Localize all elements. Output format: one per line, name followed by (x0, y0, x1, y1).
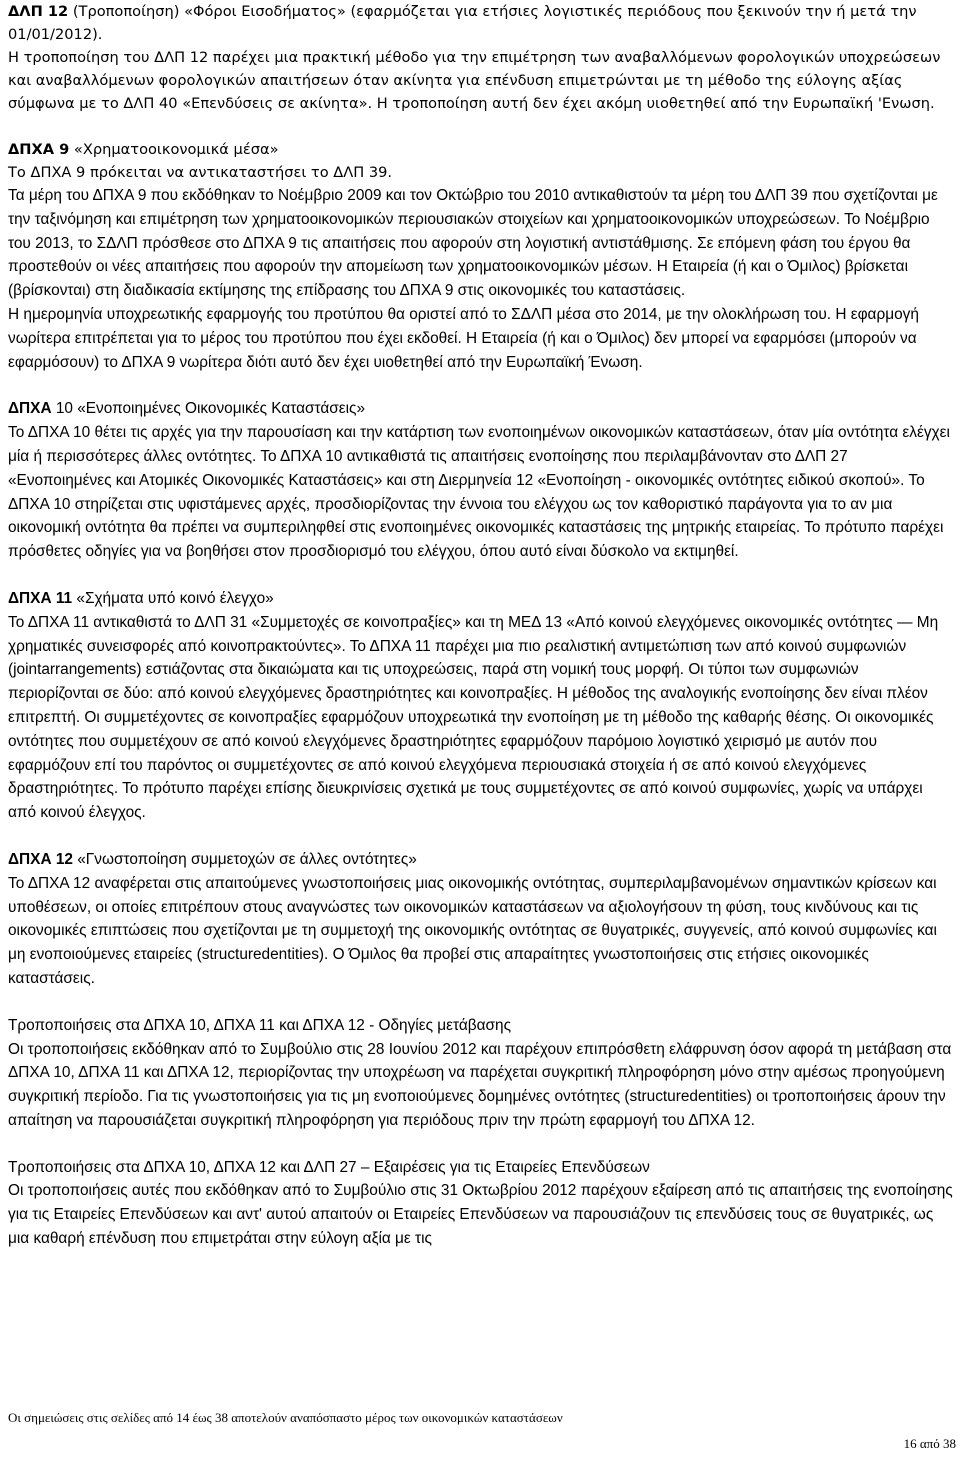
ias12-paragraph: Η τροποποίηση του ΔΛΠ 12 παρέχει μια πρακτική μέθοδο για την επιμέτρηση των αναβαλλόμενων φορολογικών υποχρεώσεων και αναβαλλόμενων φορολογικών απαιτήσεων όταν ακίνητα για επένδυση επιμετρώνται με τη μέθοδο της εύλογης αξίας σύμφωνα με το ΔΛΠ 40 «Επενδύσεις σε ακίνητα». Η τροποποίηση αυτή δεν έχει ακόμη υιοθετηθεί από την Ευρωπαϊκή 'Ενωση. (8, 49, 941, 112)
section-ifrs11 (8, 587, 953, 825)
ifrs12-title (8, 848, 953, 872)
ifrs9-paragraph-2: Η ημερομηνία υποχρεωτικής εφαρμογής του προτύπου θα οριστεί από το ΣΔΛΠ μέσα στο 2014, με την ολοκλήρωση του. Η εφαρμογή νωρίτερα επιτρέπεται για το μέρος του προτύπου που έχει εκδοθεί. Η Εταιρεία (ή και ο Όμιλος) δεν μπορεί να εφαρμόσει (μπορούν να εφαρμόσουν) το ΔΠΧΑ 9 νωρίτερα διότι αυτό δεν έχει υιοθετηθεί από την Ευρωπαϊκή Ένωση. (8, 305, 919, 371)
investment-entities-title: Τροποποιήσεις στα ΔΠΧΑ 10, ΔΠΧΑ 12 και ΔΛΠ 27 – Εξαιρέσεις για τις Εταιρείες Επενδύσεων (8, 1158, 650, 1176)
investment-entities-paragraph: Οι τροποποιήσεις αυτές που εκδόθηκαν από το Συμβούλιο στις 31 Οκτωβρίου 2012 παρέχουν εξαίρεση από τις απαιτήσεις της ενοποίησης για τις Εταιρείες Επενδύσεων και αντ' αυτού απαιτούν οι Εταιρείες Επενδύσεων να παρουσιάζουν τις επενδύσεις τους σε θυγατρικές, ως μια καθαρή επένδυση που επιμετράται στην εύλογη αξία με τις (8, 1182, 953, 1248)
section-ifrs9 (8, 184, 953, 374)
ifrs12-title-text: «Γνωστοποίηση συμμετοχών σε άλλες οντότητες» (72, 850, 417, 868)
document-page (8, 0, 953, 1251)
section-ifrs9-heading (8, 138, 953, 184)
ifrs10-title-text: 10 «Ενοποιημένες Οικονομικές Καταστάσεις» (51, 400, 366, 418)
ifrs11-title-bold: ΔΠΧΑ 11 (8, 589, 73, 607)
ifrs9-intro: Το ΔΠΧΑ 9 πρόκειται να αντικαταστήσει το ΔΛΠ 39. (8, 164, 393, 181)
ias12-heading (8, 0, 953, 46)
ifrs11-title-text: «Σχήματα υπό κοινό έλεγχο» (72, 589, 274, 607)
ifrs10-title-bold: ΔΠΧΑ (8, 400, 52, 418)
ifrs9-paragraph-1: Τα μέρη του ΔΠΧΑ 9 που εκδόθηκαν το Νοέμβριο 2009 και τον Οκτώβριο του 2010 αντικαθιστούν τα μέρη του ΔΛΠ 39 που σχετίζονται με την ταξινόμηση και επιμέτρηση των χρηματοοικονομικών περιουσιακών στοιχείων και χρηματοοικονομικών υποχρεώσεων. Το Νοέμβριο του 2013, το ΣΔΛΠ πρόσθεσε στο ΔΠΧΑ 9 τις απαιτήσεις που αφορούν στη λογιστική αντιστάθμισης. Σε επόμενη φάση του έργου θα προστεθούν οι νέες απαιτήσεις που αφορούν την απομείωση των χρηματοοικονομικών μέσων. Η Εταιρεία (ή και ο Όμιλος) βρίσκεται (βρίσκονται) στη διαδικασία εκτίμησης της επίδρασης του ΔΠΧΑ 9 στις οικονομικές του καταστάσεις. (8, 187, 938, 300)
ifrs12-paragraph: Το ΔΠΧΑ 12 αναφέρεται στις απαιτούμενες γνωστοποιήσεις μιας οικονομικής οντότητας, συμπεριλαμβανομένων σημαντικών κρίσεων και υποθέσεων, οι οποίες επιτρέπουν στους αναγνώστες των οικονομικών καταστάσεων να αξιολογήσουν τη φύση, τους κινδύνους και τις οικονομικές επιπτώσεις που σχετίζονται με τη συμμετοχή της οικονομικής οντότητας σε θυγατρικές, συγγενείς, από κοινού συμφωνίες και μη ενοποιούμενες εταιρείες (structuredentities). Ο Όμιλος θα προβεί στις απαραίτητες γνωστοποιήσεις στις ετήσιες οικονομικές καταστάσεις. (8, 874, 937, 987)
ifrs9-title (8, 138, 953, 161)
ifrs10-paragraph: Το ΔΠΧΑ 10 θέτει τις αρχές για την παρουσίαση και την κατάρτιση των ενοποιημένων οικονομικών καταστάσεων, όταν μία οντότητα ελέγχει μία ή περισσότερες άλλες οντότητες. Το ΔΠΧΑ 10 αντικαθιστά τις απαιτήσεις ενοποίησης που περιλαμβάνονταν στο ΔΛΠ 27 «Ενοποιημένες και Ατομικές Οικονομικές Καταστάσεις» και στη Διερμηνεία 12 «Ενοποίηση - οικονομικές οντότητες ειδικού σκοπού». Το ΔΠΧΑ 10 στηρίζεται στις υφιστάμενες αρχές, προσδιορίζοντας την έννοια του ελέγχου ως τον καθοριστικό παράγοντα για το αν μια οικονομική οντότητα θα πρέπει να συμπεριληφθεί στις ενοποιημένες οικονομικές καταστάσεις της μητρικής εταιρείας. Το πρότυπο παρέχει πρόσθετες οδηγίες για να βοηθήσει στον προσδιορισμό του ελέγχου, όπου αυτό είναι δύσκολο να εκτιμηθεί. (8, 424, 950, 561)
ifrs12-title-bold: ΔΠΧΑ 12 (8, 850, 73, 868)
ifrs9-title-bold: ΔΠΧΑ 9 (8, 141, 70, 158)
page-number: 16 από 38 (903, 1436, 956, 1451)
transition-guidance-paragraph: Οι τροποποιήσεις εκδόθηκαν από το Συμβούλιο στις 28 Ιουνίου 2012 και παρέχουν επιπρόσθετη ελάφρυνση όσον αφορά τη μετάβαση στα ΔΠΧΑ 10, ΔΠΧΑ 11 και ΔΠΧΑ 12, περιορίζοντας την υποχρέωση να παρέχεται συγκριτική πληροφόρηση μόνο στην αμέσως προηγούμενη συγκριτική περίοδο. Για τις γνωστοποιήσεις για τις μη ενοποιούμενες δομημένες οντότητες (structuredentities) οι τροποποιήσεις άρουν την απαίτηση να παρουσιάζεται συγκριτική πληροφόρηση για περιόδους πριν την πρώτη εφαρμογή του ΔΠΧΑ 12. (8, 1040, 952, 1129)
section-ifrs10 (8, 397, 953, 564)
ias12-heading-text: (Τροποποίηση) «Φόροι Εισοδήματος» (εφαρμόζεται για ετήσιες λογιστικές περιόδους που ξεκινούν την ή μετά την 01/01/2012). (8, 3, 917, 43)
transition-guidance-title: Τροποποιήσεις στα ΔΠΧΑ 10, ΔΠΧΑ 11 και ΔΠΧΑ 12 - Οδηγίες μετάβασης (8, 1016, 511, 1034)
section-ias12 (8, 0, 953, 115)
ifrs11-paragraph: Το ΔΠΧΑ 11 αντικαθιστά το ΔΛΠ 31 «Συμμετοχές σε κοινοπραξίες» και τη ΜΕΔ 13 «Από κοινού ελεγχόμενες οικονομικές οντότητες — Μη χρηματικές συνεισφορές από κοινοπρακτούντες». Το ΔΠΧΑ 11 παρέχει μια πιο ρεαλιστική αντιμετώπιση των από κοινού συμφωνιών (jointarrangements) εστιάζοντας στα δικαιώματα και τις υποχρεώσεις, παρά στη νομική τους μορφή. Οι τύποι των συμφωνιών περιορίζονται σε δύο: από κοινού ελεγχόμενες δραστηριότητες και κοινοπραξίες. Η μέθοδος της αναλογικής ενοποίησης δεν είναι πλέον επιτρεπτή. Οι συμμετέχοντες σε κοινοπραξίες εφαρμόζουν υποχρεωτικά την ενοποίηση με τη μέθοδο της καθαρής θέσης. Οι οικονομικές οντότητες που συμμετέχουν σε από κοινού ελεγχόμενες δραστηριότητες εφαρμόζουν παρόμοιο λογιστικό χειρισμό με αυτόν που εφαρμόζουν επί του παρόντος οι συμμετέχοντες σε από κοινού ελεγχόμενα περιουσιακά στοιχεία ή σε από κοινού ελεγχόμενες δραστηριότητες. Το πρότυπο παρέχει επίσης διευκρινίσεις σχετικά με τους συμμετέχοντες σε από κοινού συμφωνίες, χωρίς να υπάρχει από κοινού έλεγχος. (8, 613, 939, 822)
section-transition-guidance (8, 1014, 953, 1133)
ifrs9-title-text: «Χρηματοοικονομικά μέσα» (69, 141, 279, 158)
ias12-heading-bold: ΔΛΠ 12 (8, 3, 69, 20)
section-investment-entities (8, 1156, 953, 1251)
footer-note: Οι σημειώσεις στις σελίδες από 14 έως 38 αποτελούν αναπόσπαστο μέρος των οικονομικών καταστάσεων (8, 1410, 563, 1425)
section-ifrs12 (8, 848, 953, 991)
ifrs10-title (8, 397, 953, 421)
ifrs11-title (8, 587, 953, 611)
